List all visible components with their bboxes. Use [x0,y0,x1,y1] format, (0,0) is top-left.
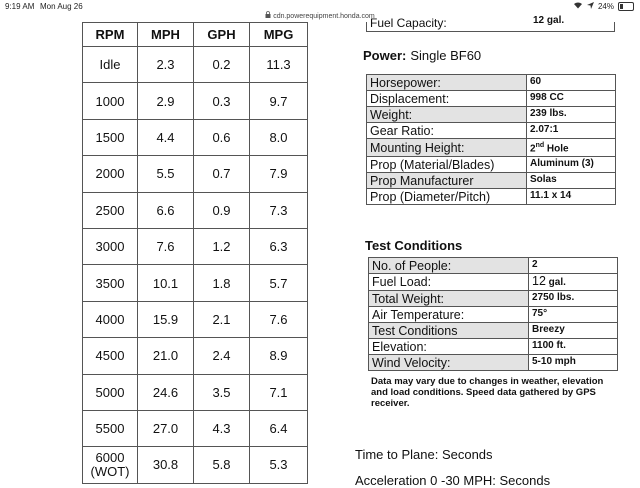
spec-value [527,107,616,123]
fuel-capacity-value: 12 gal. [533,15,565,26]
table-cell: 1500 [83,119,138,155]
col-header: GPH [194,23,250,47]
spec-row [369,258,618,274]
test-conditions-heading: Test Conditions [365,238,463,253]
spec-value-text: 12 [532,274,546,288]
table-row [83,83,308,119]
spec-row [367,75,616,91]
spec-row [367,123,616,139]
spec-value-rest: gal. [545,277,566,288]
table-cell: 1.8 [194,265,250,301]
acceleration: Acceleration 0 -30 MPH: Seconds [355,473,551,488]
table-cell: 24.6 [138,374,194,410]
spec-value-text: Solas [530,174,557,186]
spec-value-text: 998 CC [530,92,564,103]
table-cell: 4.3 [194,410,250,446]
spec-value [529,274,618,291]
spec-row [367,173,616,189]
spec-value [527,139,616,157]
table-row [83,265,308,301]
spec-value-text: 2750 lbs. [532,292,575,303]
spec-value-text: 5-10 mph [532,356,576,367]
battery-icon [618,2,634,11]
table-row [83,447,308,483]
spec-value [529,307,618,323]
table-cell: 0.2 [194,47,250,83]
spec-value-text: 2 [532,259,538,270]
table-cell: 2.9 [138,83,194,119]
table-cell: 5.5 [138,156,194,192]
table-row [83,228,308,264]
table-cell: 5.8 [194,447,250,483]
table-cell: 0.3 [194,83,250,119]
spec-value-text: 239 lbs. [530,108,567,119]
col-header: MPH [138,23,194,47]
table-cell: 2000 [83,156,138,192]
table-row [83,410,308,446]
fuel-capacity-label: Fuel Capacity: [370,16,447,30]
table-cell: 4000 [83,301,138,337]
table-cell: 27.0 [138,410,194,446]
table-row [83,374,308,410]
spec-value-text: 1100 ft. [532,340,566,351]
spec-label: Mounting Height: [367,139,527,157]
table-cell: 0.7 [194,156,250,192]
spec-value [529,291,618,307]
rpm-performance-table [82,22,308,484]
spec-row [367,139,616,157]
table-cell: 2.1 [194,301,250,337]
spec-value-text: Breezy [532,324,565,335]
spec-label: Air Temperature: [369,307,529,323]
spec-value [529,323,618,339]
table-cell: 1.2 [194,228,250,264]
clock: 9:19 AM [5,2,35,11]
disclaimer-note: Data may vary due to changes in weather, elevation and load conditions. Speed data gathered by GPS receiver. [371,376,604,409]
table-cell: 5.7 [250,265,308,301]
spec-value-text: 2.07:1 [530,124,559,135]
spec-row [367,189,616,205]
table-cell: 15.9 [138,301,194,337]
table-cell: 11.3 [250,47,308,83]
table-cell: 6.4 [250,410,308,446]
table-cell: 7.9 [250,156,308,192]
spec-value-sup: nd [535,142,545,149]
time-to-plane: Time to Plane: Seconds [355,447,493,462]
spec-label: Fuel Load: [369,274,529,291]
spec-value [527,173,616,189]
power-heading [363,48,481,63]
table-cell: 2.4 [194,338,250,374]
table-row [83,47,308,83]
spec-label: Elevation: [369,339,529,355]
table-cell: 9.7 [250,83,308,119]
table-cell: 8.0 [250,119,308,155]
spec-label: Prop Manufacturer [367,173,527,189]
table-cell: 3500 [83,265,138,301]
spec-label: No. of People: [369,258,529,274]
table-cell: 6.6 [138,192,194,228]
table-cell: 6.3 [250,228,308,264]
table-cell: 7.6 [250,301,308,337]
spec-value [527,189,616,205]
table-header-row [83,23,308,47]
spec-label: Horsepower: [367,75,527,91]
table-cell: 1000 [83,83,138,119]
table-cell: 30.8 [138,447,194,483]
table-row [83,192,308,228]
table-cell: 2.3 [138,47,194,83]
table-cell: 0.9 [194,192,250,228]
table-cell: 3000 [83,228,138,264]
url-text: cdn.powerequipment.honda.com [273,13,375,20]
spec-label: Gear Ratio: [367,123,527,139]
col-header: MPG [250,23,308,47]
spec-row [367,91,616,107]
table-cell: 5500 [83,410,138,446]
table-cell: 8.9 [250,338,308,374]
table-cell: 5000 [83,374,138,410]
table-row [83,301,308,337]
table-cell: 2500 [83,192,138,228]
table-cell: 5.3 [250,447,308,483]
spec-value-text: 2 [530,143,536,155]
table-cell: Idle [83,47,138,83]
col-header: RPM [83,23,138,47]
spec-label: Displacement: [367,91,527,107]
spec-value-text: 60 [530,76,542,87]
table-cell: 3.5 [194,374,250,410]
spec-value [527,123,616,139]
table-cell: 0.6 [194,119,250,155]
spec-value [527,157,616,173]
spec-value-rest: Hole [544,143,569,155]
spec-label: Weight: [367,107,527,123]
table-cell: 7.6 [138,228,194,264]
spec-label: Total Weight: [369,291,529,307]
spec-value-text: 11.1 x 14 [530,190,572,202]
spec-value [529,258,618,274]
spec-row [369,323,618,339]
table-cell: 7.3 [250,192,308,228]
date: Mon Aug 26 [40,2,83,11]
spec-row [369,291,618,307]
spec-value-text: 75° [532,308,548,319]
table-cell: 10.1 [138,265,194,301]
power-spec-table [366,74,616,205]
table-row [83,119,308,155]
table-row [83,338,308,374]
power-heading-value: Single BF60 [410,48,482,63]
spec-row [367,157,616,173]
spec-value-text: Aluminum (3) [530,158,594,170]
table-row [83,156,308,192]
spec-value [529,339,618,355]
spec-row [369,274,618,291]
spec-value [529,355,618,371]
test-conditions-table [368,257,618,371]
power-heading-label: Power: [363,48,407,63]
spec-label: Wind Velocity: [369,355,529,371]
spec-value [527,91,616,107]
battery-percent: 24% [597,2,614,11]
lock-icon [265,13,273,20]
spec-value [527,75,616,91]
table-cell: 7.1 [250,374,308,410]
spec-row [369,355,618,371]
spec-row [367,107,616,123]
fuel-capacity-row [366,15,615,32]
spec-label: Test Conditions [369,323,529,339]
spec-row [369,307,618,323]
table-cell: 21.0 [138,338,194,374]
table-cell: 6000 (WOT) [83,447,138,483]
table-cell: 4500 [83,338,138,374]
spec-label: Prop (Diameter/Pitch) [367,189,527,205]
spec-row [369,339,618,355]
spec-label: Prop (Material/Blades) [367,157,527,173]
table-cell: 4.4 [138,119,194,155]
